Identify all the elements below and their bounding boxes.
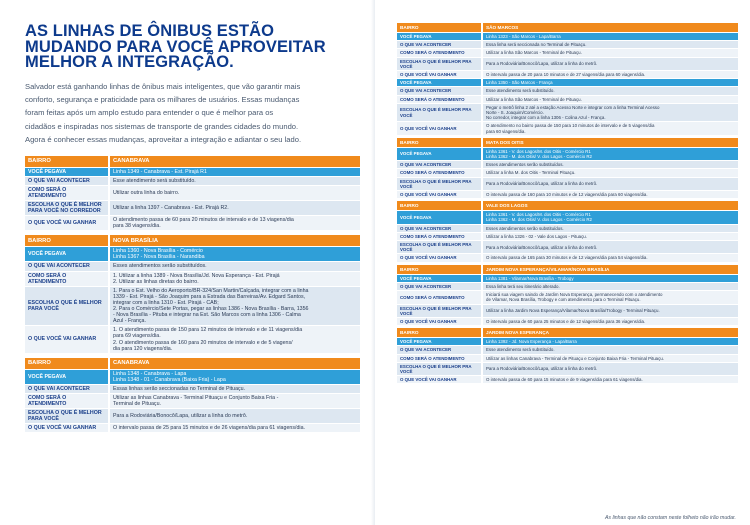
table-header-row [397, 138, 738, 147]
row-label: ESCOLHA O QUE É MELHOR PARA VOCÊ [25, 409, 110, 423]
value-line: Linha 1362 - M. dos Oitis/ V. dos Lagos - Comércio R2 [486, 217, 592, 223]
table-row [397, 49, 738, 56]
value-line: para 60 viagens/dia. [486, 128, 526, 134]
row-value [483, 291, 738, 303]
row-value [483, 104, 738, 122]
table-row [397, 58, 738, 70]
value-line: 2. Utilizar as linhas diretas do bairro. [113, 278, 199, 285]
value-line: para 69 viagens/dia. [113, 333, 161, 340]
row-value [110, 358, 360, 369]
value-line: integrar com a linha 1310 - Est. Pirajá - CAB; [113, 299, 219, 306]
row-value [483, 241, 738, 253]
value-line: Essas linhas serão seccionadas no Terminal de Pituaçu. [113, 385, 246, 392]
row-label: O QUE VAI ACONTECER [25, 177, 110, 185]
table-row [397, 318, 738, 325]
table-row [397, 283, 738, 290]
row-value [110, 394, 360, 408]
row-value [483, 355, 738, 362]
row-label: O QUE VAI ACONTECER [397, 283, 483, 290]
row-label: ESCOLHA O QUE É MELHOR PARA VOCÊ NO CORREDOR [25, 201, 110, 215]
value-line: JARDIM NOVA ESPERANÇA/VILAMAR/NOVA BRASÍLIA [486, 266, 610, 272]
row-value [483, 233, 738, 240]
row-label: VOCÊ PEGAVA [25, 247, 110, 261]
table-row [397, 305, 738, 317]
right-route-tables [397, 22, 738, 384]
table-row [25, 394, 360, 408]
row-value [483, 346, 738, 353]
value-line: Norte - S. Joaquim/Comércio. [486, 110, 544, 116]
value-line: Linha 1348 - Canabrava - Lapa [113, 370, 187, 377]
row-label: ESCOLHA O QUE É MELHOR PRA VOCÊ [397, 241, 483, 253]
row-value [110, 287, 360, 326]
row-label: ESCOLHA O QUE É MELHOR PARA VOCÊ [25, 287, 110, 326]
value-line: NOVA BRASÍLIA [113, 237, 159, 244]
table-row [25, 409, 360, 423]
row-value [110, 272, 360, 286]
value-line: Linha 1367 - Nova Brasília - Narandiba [113, 254, 205, 261]
row-value [483, 305, 738, 317]
row-value [483, 148, 738, 160]
value-line: Para a Rodoviária/Bonocô/Lapa, utilizar a linha do metrô. [486, 61, 598, 67]
row-label: BAIRRO [25, 235, 110, 246]
row-label: VOCÊ PEGAVA [397, 275, 483, 282]
table-row [25, 262, 360, 270]
value-line: Esses atendimentos serão substituídos. [486, 225, 564, 231]
row-value [110, 168, 360, 176]
table-row [397, 87, 738, 94]
intro-line: Agora é conhecer essas mudanças, aproveitar a integração e adiantar o seu lado. [25, 135, 302, 145]
row-label: COMO SERÁ O ATENDIMENTO [397, 233, 483, 240]
page-title [25, 24, 360, 71]
row-value [483, 338, 738, 345]
table-row [25, 201, 360, 215]
row-value [483, 49, 738, 56]
intro-line: cidadãos e inspiradas nos sistemas de transporte de grandes cidades do mundo. [25, 121, 299, 131]
table-row [397, 178, 738, 190]
title-line: MUDANDO PARA VOCÊ APROVEITAR [25, 37, 326, 56]
title-line: MELHOR A INTEGRAÇÃO. [25, 53, 234, 71]
row-label: VOCÊ PEGAVA [397, 79, 483, 86]
value-line: O intervalo passa de 20 para 10 minutos e de 27 viagens/dia para 60 viagens/dia. [486, 72, 646, 78]
row-label: O QUE VOCÊ VAI GANHAR [397, 191, 483, 198]
row-value [483, 254, 738, 261]
row-label: VOCÊ PEGAVA [25, 168, 110, 176]
row-label: VOCÊ PEGAVA [397, 33, 483, 40]
table-row [25, 216, 360, 230]
table-row [397, 346, 738, 353]
row-value [110, 201, 360, 215]
row-value [483, 96, 738, 103]
value-line: de Vilamar, Nova Brasília, Trobogy e com atendimento para o Terminal Pituaçu. [486, 297, 641, 303]
table-header-row [25, 156, 360, 167]
value-line: O intervalo passa de 165 para 30 minutos e de 12 viagens/dia para 54 viagens/dia. [486, 255, 648, 261]
value-line: Essa linha terá seu itinerário alterado. [486, 283, 560, 289]
value-line: Esse atendimento será substituído. [486, 88, 555, 94]
row-value [110, 409, 360, 423]
row-label: ESCOLHA O QUE É MELHOR PRA VOCÊ [397, 58, 483, 70]
table-row [397, 33, 738, 40]
value-line: JARDIM NOVA ESPERANÇA [486, 330, 550, 335]
row-label: O QUE VAI ACONTECER [397, 346, 483, 353]
row-value [110, 177, 360, 185]
row-value [483, 265, 738, 274]
row-label: O QUE VOCÊ VAI GANHAR [397, 376, 483, 383]
row-label: ESCOLHA O QUE É MELHOR PRA VOCÊ [397, 363, 483, 375]
value-line: Utilizar a linha M. dos Oitis - Terminal Pituaçu. [486, 170, 576, 176]
table-row [25, 177, 360, 185]
right-page [375, 0, 750, 525]
value-line: No corredor, integrar com a linha 1306 - Colina Azul - França. [486, 115, 606, 121]
table-row [397, 291, 738, 303]
row-label: ESCOLHA O QUE É MELHOR PRA VOCÊ [397, 305, 483, 317]
row-label: VOCÊ PEGAVA [25, 370, 110, 384]
route-table [397, 327, 738, 384]
row-value [483, 225, 738, 232]
value-line: 1. O atendimento passa de 150 para 12 minutos de intervalo e de 11 viagens/dia [113, 327, 303, 334]
table-row [397, 104, 738, 122]
row-label: O QUE VOCÊ VAI GANHAR [25, 424, 110, 432]
row-label: COMO SERÁ O ATENDIMENTO [25, 186, 110, 200]
value-line: Utilizar outra linha do bairro. [113, 189, 180, 196]
route-table [397, 22, 738, 136]
value-line: Linha 1349 - Canabrava - Est. Pirajá R1 [113, 168, 207, 175]
row-value [483, 138, 738, 147]
row-value [483, 328, 738, 337]
table-row [397, 233, 738, 240]
value-line: O atendimento passa de 60 para 20 minutos de intervalo e de 13 viagens/dia [113, 217, 294, 224]
row-value [483, 161, 738, 168]
table-row [25, 385, 360, 393]
row-label: COMO SERÁ O ATENDIMENTO [397, 49, 483, 56]
table-row [397, 355, 738, 362]
value-line: Linha 1360 - Nova Brasília - Comércio [113, 248, 203, 255]
row-label: VOCÊ PEGAVA [397, 148, 483, 160]
route-table [397, 200, 738, 262]
row-label: COMO SERÁ O ATENDIMENTO [397, 96, 483, 103]
row-label: BAIRRO [397, 23, 483, 32]
value-line: O intervalo passa de 60 para 15 minutos e de 9 viagens/dia para 61 viagens/dia. [486, 377, 643, 383]
row-label: O QUE VAI ACONTECER [25, 262, 110, 270]
row-label: BAIRRO [397, 201, 483, 210]
table-header-row [25, 358, 360, 369]
table-row [397, 275, 738, 282]
value-line: O atendimento no bairro passa de 150 para 10 minutos de intervalo e de 5 viagens/dia [486, 123, 655, 129]
row-value [483, 122, 738, 134]
row-label: O QUE VOCÊ VAI GANHAR [397, 71, 483, 78]
row-value [483, 41, 738, 48]
route-table [25, 234, 360, 353]
row-label: BAIRRO [25, 156, 110, 167]
table-row [25, 168, 360, 176]
table-row [25, 370, 360, 384]
row-value [483, 283, 738, 290]
table-row [25, 326, 360, 352]
value-line: Linha 1348 - 01 - Canabrava (Baixa Fria) - Lapa [113, 376, 226, 383]
row-value [483, 23, 738, 32]
value-line: Utilizar a linha São Marcos - Terminal de Pituaçu. [486, 96, 582, 102]
row-value [483, 201, 738, 210]
row-value [110, 186, 360, 200]
value-line: Esses atendimentos serão substituídos. [113, 263, 207, 270]
value-line: Essa linha será seccionada no Terminal de Pituaçu. [486, 42, 587, 48]
table-row [25, 287, 360, 326]
row-value [483, 318, 738, 325]
value-line: Linha 1392 - Jd. Nova Esperança - Lapa/Barra [486, 339, 577, 345]
row-label: O QUE VAI ACONTECER [397, 225, 483, 232]
row-value [483, 33, 738, 40]
table-row [397, 41, 738, 48]
value-line: Terminal de Pituaçu. [113, 401, 161, 408]
left-route-tables [25, 155, 360, 434]
row-label: O QUE VAI ACONTECER [397, 161, 483, 168]
row-label: O QUE VOCÊ VAI GANHAR [397, 254, 483, 261]
table-row [25, 272, 360, 286]
value-line: dia para 120 viagens/dia. [113, 345, 173, 352]
row-value [110, 235, 360, 246]
value-line: Esse atendimento será substituído. [486, 347, 555, 353]
row-value [483, 363, 738, 375]
value-line: Linha 1381 - Vilamar/Nova Brasília - Trobogy [486, 275, 574, 281]
row-label: O QUE VOCÊ VAI GANHAR [397, 122, 483, 134]
row-value [110, 326, 360, 352]
row-label: O QUE VAI ACONTECER [397, 87, 483, 94]
row-value [483, 275, 738, 282]
row-value [483, 79, 738, 86]
table-row [397, 191, 738, 198]
row-label: BAIRRO [397, 265, 483, 274]
table-header-row [397, 265, 738, 274]
table-row [397, 148, 738, 160]
route-table [25, 155, 360, 232]
value-line: Utilizar as linhas Canabrava - Terminal Pituaçu e Conjunto Baixa Fria - [113, 394, 279, 401]
table-row [397, 363, 738, 375]
table-header-row [397, 328, 738, 337]
value-line: Para a Rodoviária/Bonocô/Lapa, utilizar a linha do metrô. [486, 366, 598, 372]
title-line: AS LINHAS DE ÔNIBUS ESTÃO [25, 22, 275, 40]
intro-line: foram feitas após um amplo estudo para entender o que é melhor para os [25, 108, 274, 118]
row-label: VOCÊ PEGAVA [397, 338, 483, 345]
table-header-row [397, 201, 738, 210]
row-value [110, 247, 360, 261]
value-line: CANABRAVA [113, 157, 150, 164]
row-value [483, 87, 738, 94]
row-label: O QUE VOCÊ VAI GANHAR [397, 318, 483, 325]
route-table [397, 264, 738, 326]
row-label: COMO SERÁ O ATENDIMENTO [25, 394, 110, 408]
table-row [25, 186, 360, 200]
value-line: CANABRAVA [113, 360, 150, 367]
value-line: Esses atendimentos serão substituídos. [486, 162, 564, 168]
value-line: - Nova Brasília - Pituba e integrar na Est. São Marcos com a linha 1306 - Calma [113, 312, 301, 319]
intro-line: Salvador está ganhando linhas de ônibus mais inteligentes, que vão garantir mais [25, 81, 301, 91]
value-line: Utilizar a linha Jardim Nova Esperança/Vilamar/Nova Brasília/Trobogy - Terminal Pituaçu. [486, 308, 660, 314]
row-value [110, 156, 360, 167]
value-line: 1. Para o Est. Velho do Aeroporto/BR-324/San Martin/Calçada, integrar com a linha [113, 287, 309, 294]
value-line: Linha 1362 - M. dos Oitis/ V. dos Lagos - Comércio R2 [486, 154, 592, 160]
value-line: O intervalo passa de 25 para 15 minutos e de 26 viagens/dia para 61 viagens/dia. [113, 425, 305, 432]
value-line: Utilizar a linha São Marcos - Terminal de Pituaçu. [486, 50, 582, 56]
value-line: Para a Rodoviária/Bonocô/Lapa, utilizar a linha do metrô. [486, 244, 598, 250]
table-row [397, 241, 738, 253]
table-row [397, 96, 738, 103]
value-line: MATA DOS OITIS [486, 139, 524, 145]
row-label: VOCÊ PEGAVA [397, 211, 483, 223]
intro-paragraph [25, 80, 360, 147]
row-value [483, 58, 738, 70]
value-line: 1. Utilizar a linha 1389 - Nova Brasília/Jd. Nova Esperança - Est. Pirajá [113, 272, 280, 279]
row-label: COMO SERÁ O ATENDIMENTO [397, 355, 483, 362]
table-row [397, 211, 738, 223]
value-line: Pegar o metrô linha 2 até a estação Acesso Norte e integrar com a linha Terminal Acesso [486, 104, 660, 110]
value-line: Azul - França. [113, 318, 146, 325]
row-value [110, 385, 360, 393]
value-line: para 38 viagens/dia. [113, 223, 161, 230]
row-label: COMO SERÁ O ATENDIMENTO [25, 272, 110, 286]
value-line: 2. O atendimento passa de 160 para 20 minutos de intervalo e de 5 viagens/ [113, 339, 293, 346]
route-table [397, 137, 738, 199]
table-header-row [25, 235, 360, 246]
row-label: COMO SERÁ O ATENDIMENTO [397, 169, 483, 176]
table-row [397, 122, 738, 134]
table-row [397, 169, 738, 176]
value-line: Esse atendimento será substituído. [113, 177, 196, 184]
value-line: 1339 - Est. Pirajá - São Joaquim para a Estrada das Barreiras/Av. Edgard Santos, [113, 293, 306, 300]
route-table [25, 357, 360, 434]
row-label: COMO SERÁ O ATENDIMENTO [397, 291, 483, 303]
table-row [397, 254, 738, 261]
table-row [25, 247, 360, 261]
intro-line: conforto, segurança e praticidade para os milhares de usuários. Essas mudanças [25, 94, 300, 104]
row-value [483, 178, 738, 190]
value-line: Para a Rodoviária/Bonocô/Lapa, utilizar a linha do metrô. [486, 181, 598, 187]
value-line: O intervalo passa de 160 para 10 minutos e de 12 viagens/dia para 60 viagens/dia. [486, 192, 648, 198]
table-row [397, 161, 738, 168]
row-label: BAIRRO [25, 358, 110, 369]
table-row [397, 376, 738, 383]
value-line: SÃO MARCOS [486, 24, 519, 30]
value-line: Utilizar a linha 1326 - 02 - Vale dos Lagos - Pituaçu. [486, 233, 587, 239]
value-line: VALE DOS LAGOS [486, 203, 528, 209]
row-value [483, 169, 738, 176]
value-line: O intervalo passa de 60 para 25 minutos e de 12 viagens/dia para 36 viagens/dia. [486, 318, 646, 324]
row-value [483, 191, 738, 198]
row-label: O QUE VAI ACONTECER [397, 41, 483, 48]
row-label: ESCOLHA O QUE É MELHOR PRA VOCÊ [397, 178, 483, 190]
value-line: Utilizar a linha 1397 - Canabrava - Est. Pirajá R2. [113, 204, 229, 211]
row-label: BAIRRO [397, 328, 483, 337]
value-line: Linha 1350 - São Marcos - França [486, 80, 553, 86]
table-row [397, 79, 738, 86]
row-label: ESCOLHA O QUE É MELHOR PRA VOCÊ [397, 104, 483, 122]
row-label: BAIRRO [397, 138, 483, 147]
table-row [397, 71, 738, 78]
value-line: Linha 1361 - V. dos Lagos/M. dos Oitis - Comércio R1 [486, 148, 591, 154]
row-value [483, 376, 738, 383]
row-value [483, 211, 738, 223]
table-row [397, 338, 738, 345]
value-line: Utilizar as linhas Canabrava - Terminal de Pituaçu e Conjunto Baixa Fria - Terminal Pituaçu. [486, 355, 664, 361]
value-line: Linha 1361 - V. dos Lagos/M. dos Oitis - Comércio R1 [486, 212, 591, 218]
value-line: Linha 1323 - São Marcos - Lapa/Barra [486, 34, 561, 39]
row-label: O QUE VOCÊ VAI GANHAR [25, 216, 110, 230]
value-line: Para a Rodoviária/Bonocô/Lapa, utilizar a linha do metrô. [113, 413, 248, 420]
row-label: O QUE VOCÊ VAI GANHAR [25, 326, 110, 352]
value-line: 2. Para o Comércio/Sete Portas, pegar as linhas 1386 - Nova Brasília - Barra, 1356 [113, 306, 309, 313]
row-label: O QUE VAI ACONTECER [25, 385, 110, 393]
row-value [110, 370, 360, 384]
row-value [110, 262, 360, 270]
row-value [483, 71, 738, 78]
table-row [25, 424, 360, 432]
value-line: Iniciará sua viagem saindo de Jardim Nova Esperança, permanecendo com o atendimento [486, 292, 663, 298]
table-header-row [397, 23, 738, 32]
footnote: As linhas que não constam neste folheto não irão mudar. [604, 515, 736, 521]
row-value [110, 216, 360, 230]
row-value [110, 424, 360, 432]
table-row [397, 225, 738, 232]
